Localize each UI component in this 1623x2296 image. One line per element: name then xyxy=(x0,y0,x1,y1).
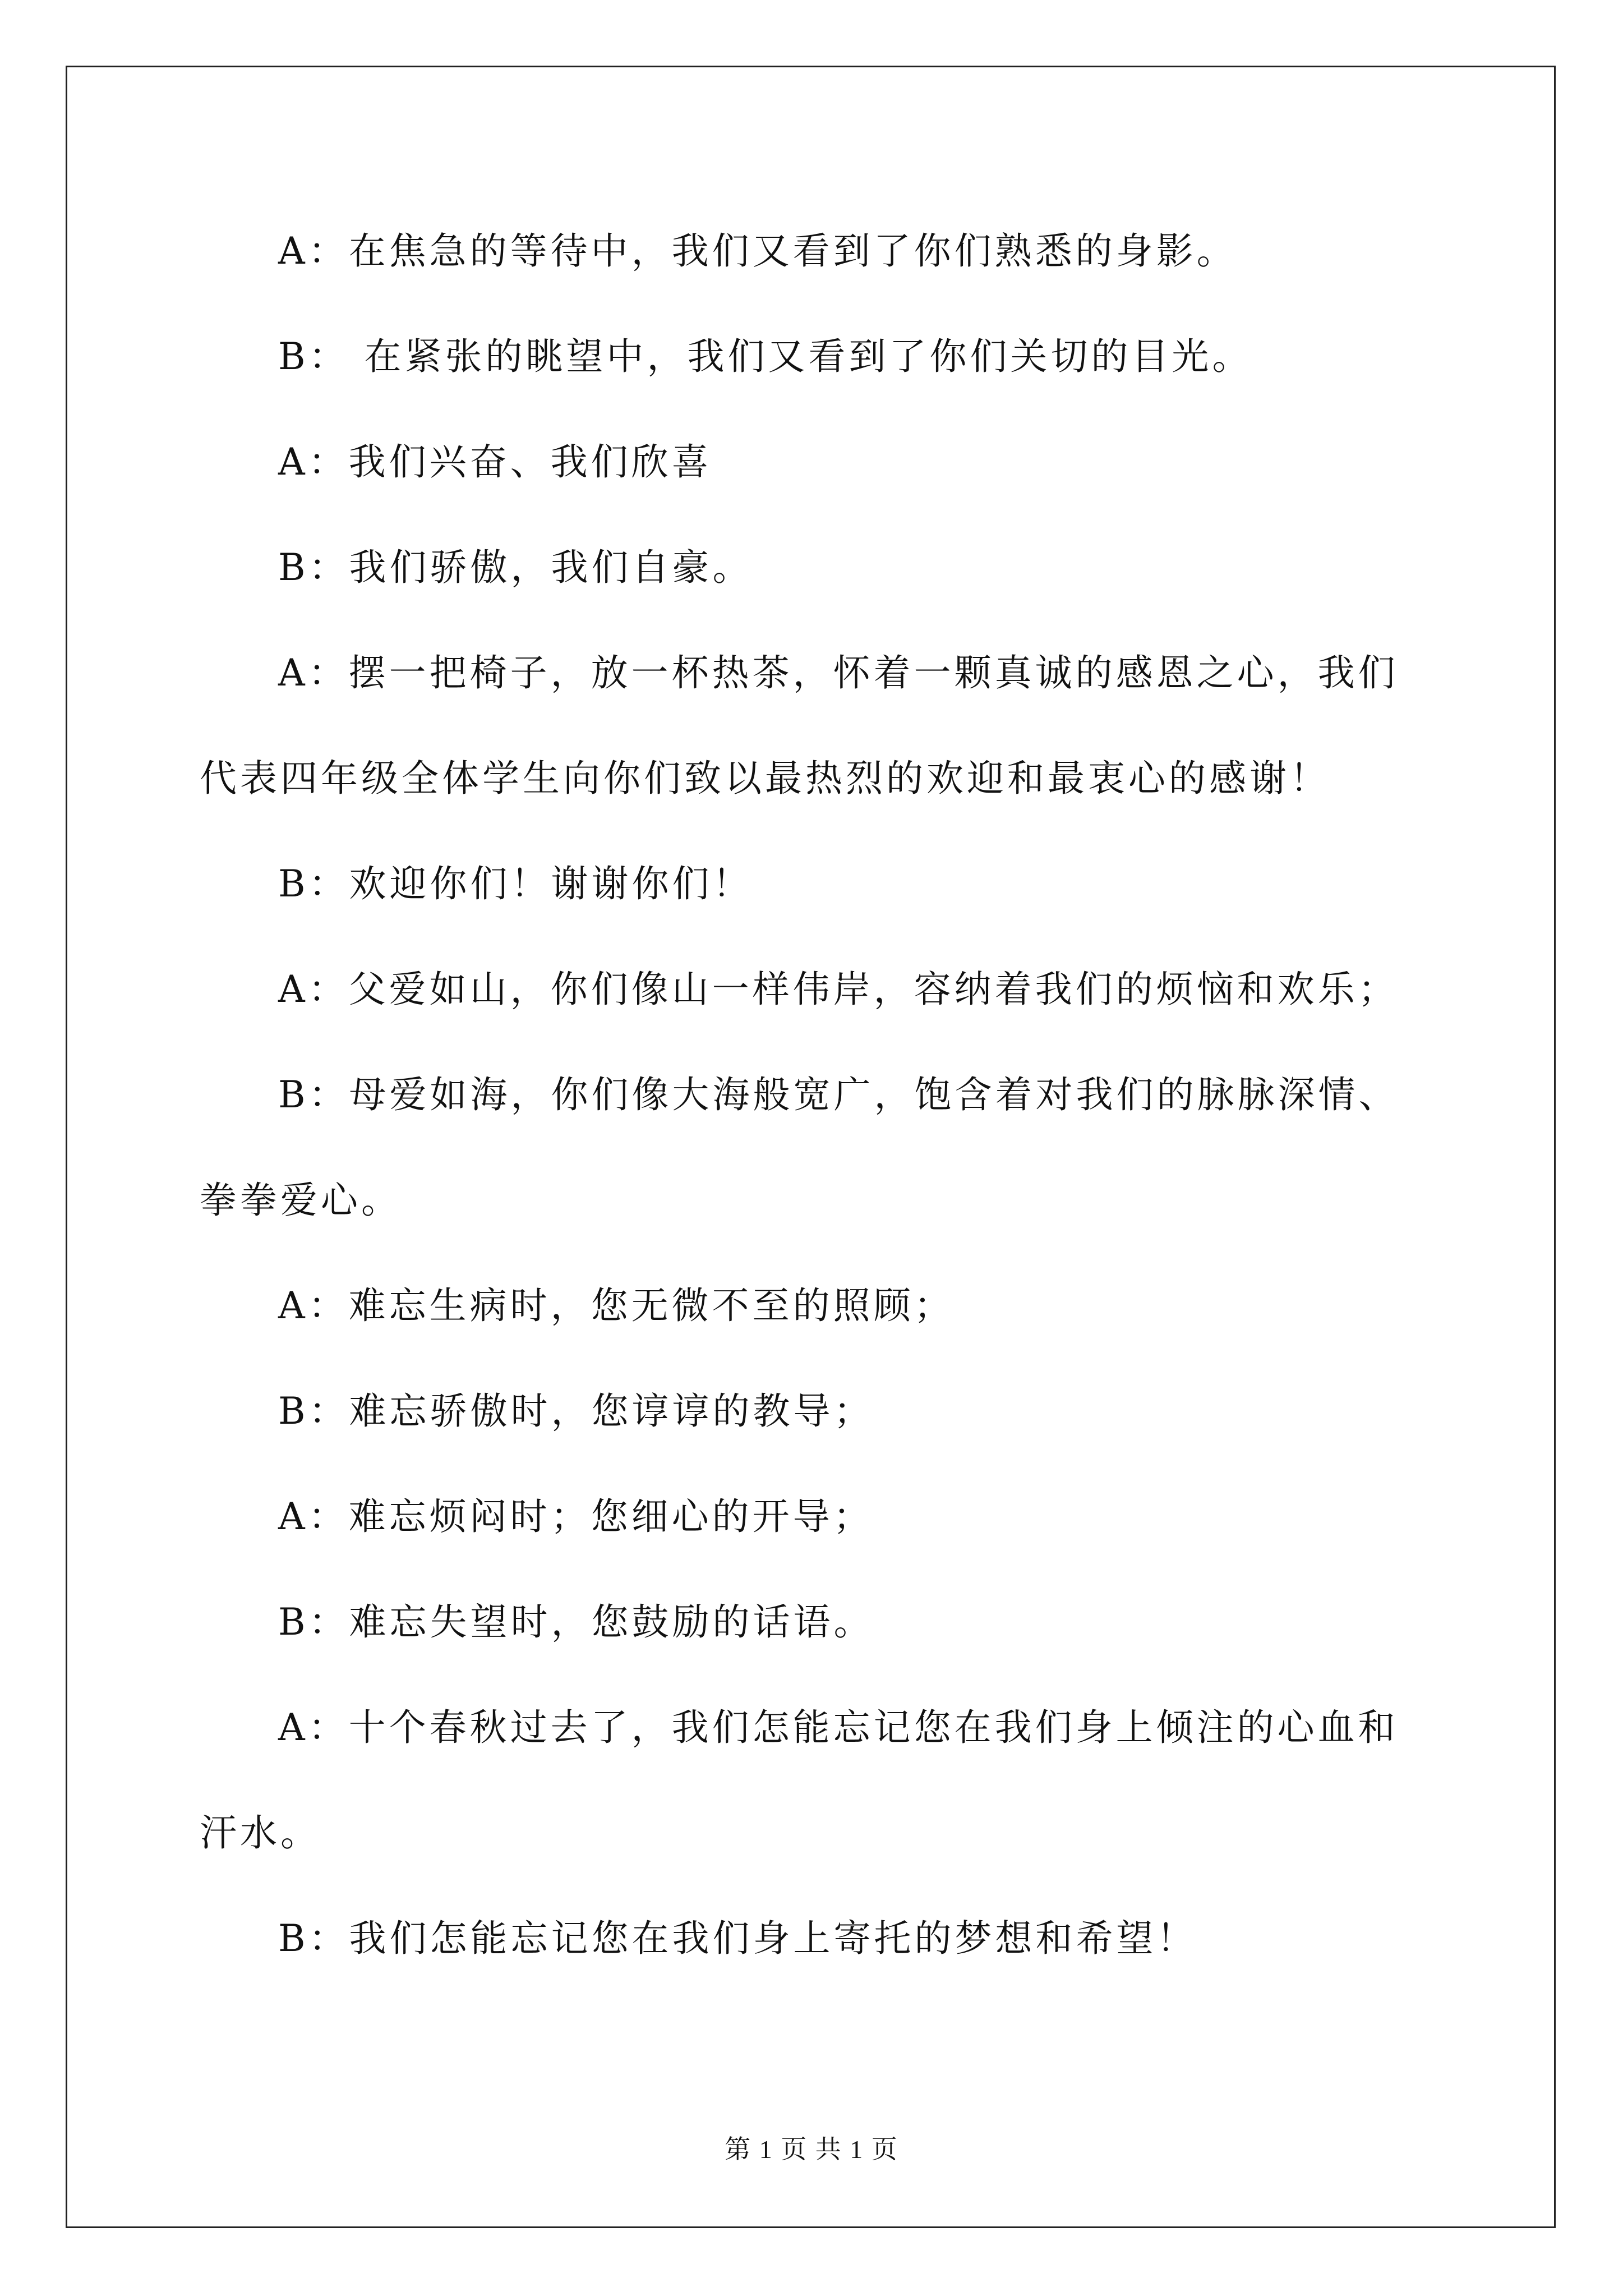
paragraph: A：我们兴奋、我们欣喜 xyxy=(278,440,712,484)
page-footer: 第 1 页 共 1 页 xyxy=(725,2135,898,2164)
paragraph: A：父爱如山，你们像山一样伟岸，容纳着我们的烦恼和欢乐； xyxy=(278,968,1399,1011)
paragraph: B：难忘骄傲时，您谆谆的教导； xyxy=(278,1389,874,1433)
paragraph: A：难忘烦闷时；您细心的开导； xyxy=(278,1495,874,1538)
paragraph: B：难忘失望时，您鼓励的话语。 xyxy=(278,1600,874,1644)
paragraph: B：母爱如海，你们像大海般宽广，饱含着对我们的脉脉深情、拳拳爱心。 xyxy=(200,1073,1399,1222)
paragraph: B：我们骄傲，我们自豪。 xyxy=(278,546,753,589)
paragraph: B： 在紧张的眺望中，我们又看到了你们关切的目光。 xyxy=(278,335,1253,378)
paragraph: B：欢迎你们！谢谢你们！ xyxy=(278,862,753,905)
paragraph: A：难忘生病时，您无微不至的照顾； xyxy=(278,1284,955,1327)
paragraph: A：摆一把椅子，放一杯热茶，怀着一颗真诚的感恩之心，我们代表四年级全体学生向你们致以最热烈的欢迎和最衷心的感谢！ xyxy=(200,651,1399,800)
paragraph: B：我们怎能忘记您在我们身上寄托的梦想和希望！ xyxy=(278,1917,1197,1960)
paragraph: A：十个春秋过去了，我们怎能忘记您在我们身上倾注的心血和汗水。 xyxy=(200,1706,1399,1855)
paragraph: A：在焦急的等待中，我们又看到了你们熟悉的身影。 xyxy=(278,229,1237,273)
